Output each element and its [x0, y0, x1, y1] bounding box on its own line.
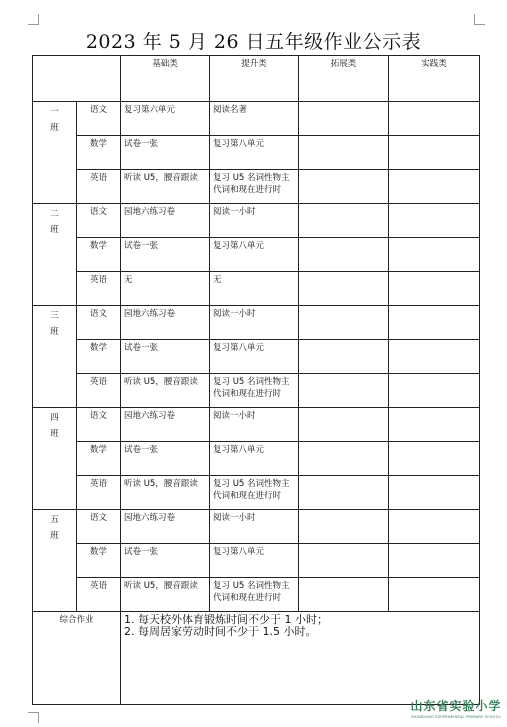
advanced-cell: 阅读一小时 [210, 306, 299, 340]
extend-cell [299, 340, 389, 374]
class-name-char: 三 [50, 311, 59, 321]
table-row [33, 544, 480, 578]
school-logo-subtitle: SHANDONG EXPERIMENTAL PRIMARY SCHOOL [411, 715, 501, 719]
practice-cell [389, 102, 480, 136]
practice-cell [389, 340, 480, 374]
page-corner-mark [28, 14, 39, 25]
extend-cell [299, 510, 389, 544]
extend-cell [299, 442, 389, 476]
class-name-cell [33, 102, 77, 204]
comprehensive-label: 综合作业 [33, 612, 121, 705]
table-row [33, 578, 480, 612]
extend-cell [299, 272, 389, 306]
subject-cell: 英语 [77, 170, 121, 204]
subject-cell: 数学 [77, 340, 121, 374]
subject-cell: 数学 [77, 238, 121, 272]
table-row [33, 136, 480, 170]
subject-cell: 语文 [77, 306, 121, 340]
subject-cell: 语文 [77, 102, 121, 136]
basic-cell: 试卷一张 [121, 238, 210, 272]
subject-cell: 语文 [77, 408, 121, 442]
class-name-char: 班 [50, 531, 59, 541]
basic-cell: 试卷一张 [121, 136, 210, 170]
basic-cell: 听读 U5，腰音跟读 [121, 374, 210, 408]
basic-cell: 园地六练习卷 [121, 306, 210, 340]
class-name-char: 班 [50, 429, 59, 439]
advanced-cell: 阅读一小时 [210, 408, 299, 442]
advanced-cell: 复习第八单元 [210, 544, 299, 578]
subject-cell: 英语 [77, 578, 121, 612]
extend-cell [299, 476, 389, 510]
advanced-cell: 复习第八单元 [210, 442, 299, 476]
class-name-cell [33, 510, 77, 612]
practice-cell [389, 442, 480, 476]
practice-cell [389, 476, 480, 510]
extend-cell [299, 374, 389, 408]
extend-cell [299, 306, 389, 340]
class-name-cell [33, 306, 77, 408]
header-extend: 拓展类 [299, 56, 389, 102]
comprehensive-notes [121, 612, 480, 705]
practice-cell [389, 238, 480, 272]
homework-table [32, 55, 480, 705]
table-row [33, 340, 480, 374]
subject-cell: 数学 [77, 442, 121, 476]
subject-cell: 数学 [77, 544, 121, 578]
class-name-char: 班 [50, 225, 59, 235]
advanced-cell: 阅读一小时 [210, 510, 299, 544]
subject-cell: 数学 [77, 136, 121, 170]
subject-cell: 语文 [77, 510, 121, 544]
practice-cell [389, 408, 480, 442]
basic-cell: 复习第六单元 [121, 102, 210, 136]
practice-cell [389, 306, 480, 340]
class-name-char: 四 [50, 413, 59, 423]
basic-cell: 园地六练习卷 [121, 510, 210, 544]
basic-cell: 听读 U5，腰音跟读 [121, 476, 210, 510]
subject-cell: 英语 [77, 272, 121, 306]
basic-cell: 听读 U5，腰音跟读 [121, 578, 210, 612]
school-logo-name: 山东省实验小学 [410, 699, 502, 713]
page-corner-mark [474, 14, 485, 25]
advanced-cell: 阅读一小时 [210, 204, 299, 238]
extend-cell [299, 544, 389, 578]
subject-cell: 英语 [77, 476, 121, 510]
practice-cell [389, 272, 480, 306]
practice-cell [389, 578, 480, 612]
class-name-cell [33, 204, 77, 306]
extend-cell [299, 204, 389, 238]
advanced-cell: 复习 U5 名词性物主代词和现在进行时 [210, 374, 299, 408]
header-practice: 实践类 [389, 56, 480, 102]
school-logo [410, 697, 502, 719]
advanced-cell: 复习 U5 名词性物主代词和现在进行时 [210, 578, 299, 612]
table-row [33, 476, 480, 510]
comprehensive-item: 2. 每周居家劳动时间不少于 1.5 小时。 [124, 625, 317, 638]
comprehensive-item: 1. 每天校外体育锻炼时间不少于 1 小时； [124, 613, 328, 626]
header-row [33, 56, 480, 102]
table-row [33, 102, 480, 136]
comprehensive-row [33, 612, 480, 705]
practice-cell [389, 544, 480, 578]
advanced-cell: 复习第八单元 [210, 340, 299, 374]
class-name-char: 一 [50, 107, 59, 117]
basic-cell: 无 [121, 272, 210, 306]
extend-cell [299, 136, 389, 170]
page-title: 2023 年 5 月 26 日五年级作业公示表 [85, 31, 422, 53]
table-row [33, 408, 480, 442]
class-name-char: 五 [50, 515, 59, 525]
class-name-cell [33, 408, 77, 510]
advanced-cell: 复习第八单元 [210, 136, 299, 170]
table-row [33, 204, 480, 238]
basic-cell: 听读 U5，腰音跟读 [121, 170, 210, 204]
table-row [33, 510, 480, 544]
extend-cell [299, 238, 389, 272]
practice-cell [389, 204, 480, 238]
advanced-cell: 无 [210, 272, 299, 306]
advanced-cell: 复习 U5 名词性物主代词和现在进行时 [210, 170, 299, 204]
table-row [33, 442, 480, 476]
basic-cell: 试卷一张 [121, 442, 210, 476]
header-basic: 基础类 [121, 56, 210, 102]
extend-cell [299, 170, 389, 204]
class-name-char: 二 [50, 209, 59, 219]
practice-cell [389, 136, 480, 170]
subject-cell: 语文 [77, 204, 121, 238]
practice-cell [389, 170, 480, 204]
subject-cell: 英语 [77, 374, 121, 408]
table-row [33, 238, 480, 272]
basic-cell: 园地六练习卷 [121, 408, 210, 442]
advanced-cell: 阅读名著 [210, 102, 299, 136]
header-blank [33, 56, 121, 102]
table-row [33, 170, 480, 204]
table-row [33, 272, 480, 306]
table-row [33, 374, 480, 408]
header-advanced: 提升类 [210, 56, 299, 102]
extend-cell [299, 408, 389, 442]
class-name-char: 班 [50, 123, 59, 133]
page-corner-mark [28, 712, 39, 723]
practice-cell [389, 510, 480, 544]
class-name-char: 班 [50, 327, 59, 337]
practice-cell [389, 374, 480, 408]
extend-cell [299, 578, 389, 612]
basic-cell: 试卷一张 [121, 340, 210, 374]
extend-cell [299, 102, 389, 136]
basic-cell: 园地六练习卷 [121, 204, 210, 238]
advanced-cell: 复习 U5 名词性物主代词和现在进行时 [210, 476, 299, 510]
table-row [33, 306, 480, 340]
advanced-cell: 复习第八单元 [210, 238, 299, 272]
basic-cell: 试卷一张 [121, 544, 210, 578]
